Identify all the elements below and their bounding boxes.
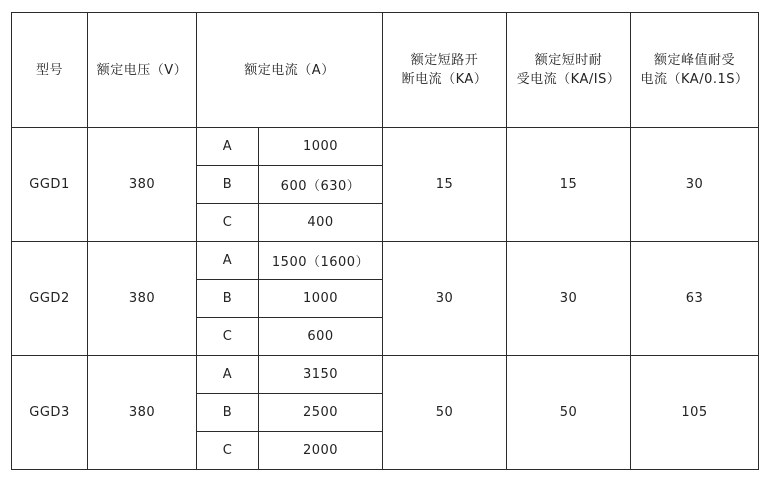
header-short-time-line2: 受电流（KA/IS）: [516, 72, 621, 87]
peak-cell: 63: [631, 242, 759, 356]
voltage-cell: 380: [88, 128, 197, 242]
grade-cell: A: [197, 242, 259, 280]
model-cell: GGD2: [12, 242, 88, 356]
grade-cell: C: [197, 204, 259, 242]
current-cell: 1500（1600）: [259, 242, 383, 280]
short-time-cell: 15: [507, 128, 631, 242]
current-cell: 2000: [259, 432, 383, 470]
header-short-time-current: [507, 13, 631, 128]
short-time-cell: 30: [507, 242, 631, 356]
grade-cell: C: [197, 432, 259, 470]
grade-cell: B: [197, 280, 259, 318]
table-body: [12, 128, 759, 470]
short-time-cell: 50: [507, 356, 631, 470]
grade-cell: C: [197, 318, 259, 356]
peak-cell: 30: [631, 128, 759, 242]
current-cell: 2500: [259, 394, 383, 432]
header-peak-line1: 额定峰值耐受: [653, 53, 735, 68]
table-header: [12, 13, 759, 128]
header-row: [12, 13, 759, 128]
current-cell: 600: [259, 318, 383, 356]
breaking-cell: 50: [383, 356, 507, 470]
table-row: [12, 242, 759, 280]
grade-cell: A: [197, 356, 259, 394]
breaking-cell: 30: [383, 242, 507, 356]
current-cell: 3150: [259, 356, 383, 394]
peak-cell: 105: [631, 356, 759, 470]
header-model: 型号: [12, 13, 88, 128]
spec-table: [11, 12, 759, 470]
grade-cell: B: [197, 394, 259, 432]
header-peak-current: [631, 13, 759, 128]
header-breaking-line1: 额定短路开: [410, 53, 479, 68]
voltage-cell: 380: [88, 242, 197, 356]
grade-cell: B: [197, 166, 259, 204]
current-cell: 1000: [259, 128, 383, 166]
current-cell: 1000: [259, 280, 383, 318]
breaking-cell: 15: [383, 128, 507, 242]
current-cell: 400: [259, 204, 383, 242]
current-cell: 600（630）: [259, 166, 383, 204]
model-cell: GGD3: [12, 356, 88, 470]
header-rated-voltage: 额定电压（V）: [88, 13, 197, 128]
grade-cell: A: [197, 128, 259, 166]
table-row: [12, 128, 759, 166]
header-breaking-line2: 断电流（KA）: [401, 72, 488, 87]
header-rated-current: 额定电流（A）: [197, 13, 383, 128]
table-row: [12, 356, 759, 394]
model-cell: GGD1: [12, 128, 88, 242]
header-short-time-line1: 额定短时耐: [534, 53, 603, 68]
voltage-cell: 380: [88, 356, 197, 470]
header-peak-line2: 电流（KA/0.1S）: [640, 72, 749, 87]
header-breaking-current: [383, 13, 507, 128]
